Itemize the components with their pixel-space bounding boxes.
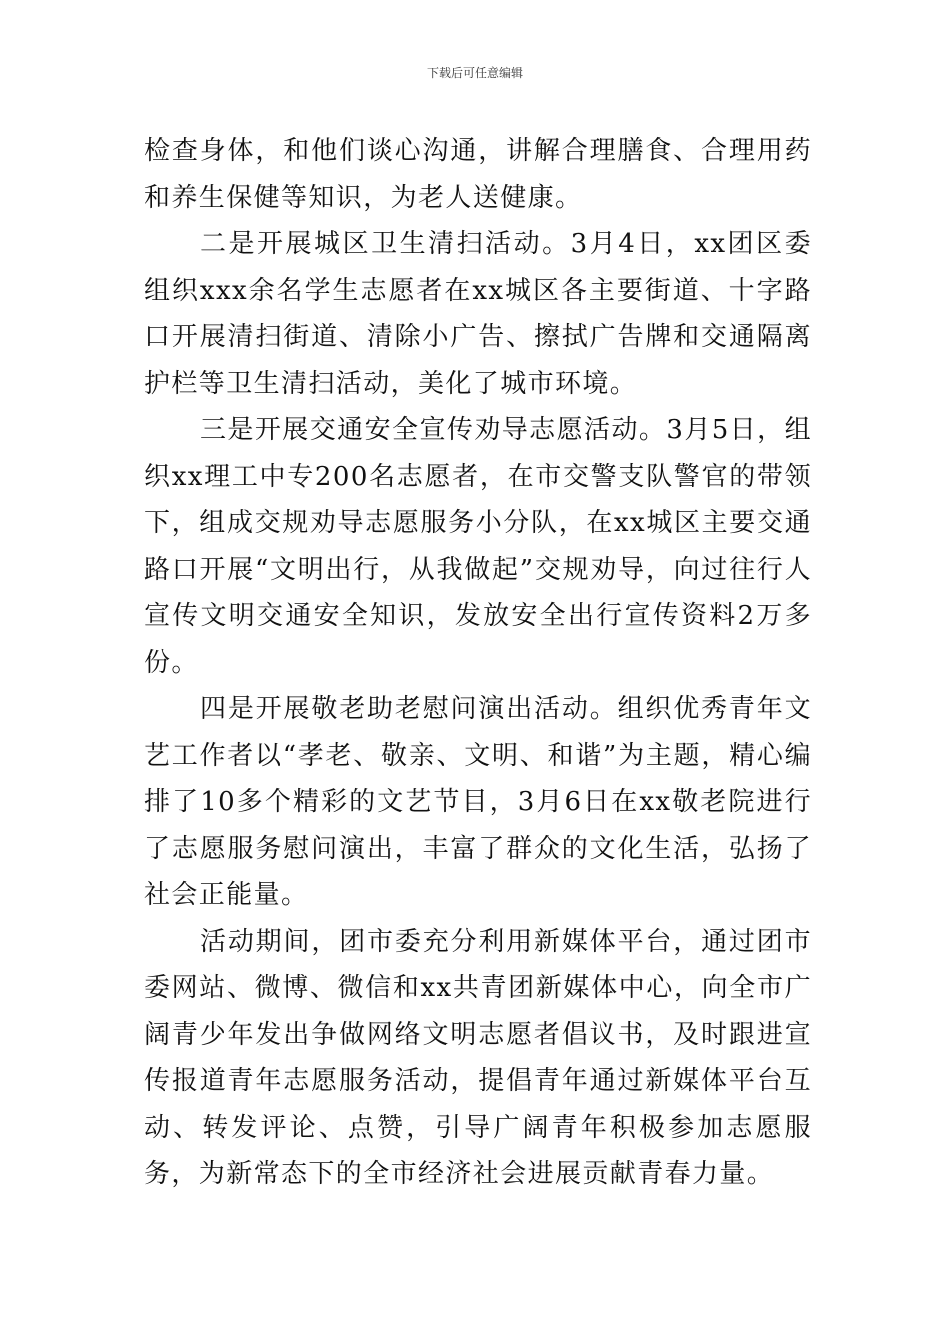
document-body [144,128,812,1198]
page-header: 下载后可任意编辑 [426,66,523,80]
paragraph-health-check: 检查身体，和他们谈心沟通，讲解合理膳食、合理用药和养生保健等知识，为老人送健康。 [144,136,812,213]
paragraph-new-media: 活动期间，团市委充分利用新媒体平台，通过团市委网站、微博、微信和xx共青团新媒体中心，向全市广阔青少年发出争做网络文明志愿者倡议书，及时跟进宣传报道青年志愿服务活动，提倡青年通过新媒体平台互动、转发评论、点赞，引导广阔青年积极参加志愿服务，为新常态下的全市经济社会进展贡献青春力量。 [144,926,812,1189]
paragraph-traffic-safety: 三是开展交通安全宣传劝导志愿活动。3月5日，组织xx理工中专200名志愿者，在市交警支队警官的带领下，组成交规劝导志愿服务小分队，在xx城区主要交通路口开展“文明出行，从我做起”交规劝导，向过往行人宣传文明交通安全知识，发放安全出行宣传资料2万多份。 [144,415,812,678]
paragraph-elderly-performance: 四是开展敬老助老慰问演出活动。组织优秀青年文艺工作者以“孝老、敬亲、文明、和谐”为主题，精心编排了10多个精彩的文艺节目，3月6日在xx敬老院进行了志愿服务慰问演出，丰富了群众的文化生活，弘扬了社会正能量。 [144,694,812,910]
paragraph-city-cleaning: 二是开展城区卫生清扫活动。3月4日，xx团区委组织xxx余名学生志愿者在xx城区各主要街道、十字路口开展清扫街道、清除小广告、擦拭广告牌和交通隔离护栏等卫生清扫活动，美化了城市环境。 [144,229,812,399]
